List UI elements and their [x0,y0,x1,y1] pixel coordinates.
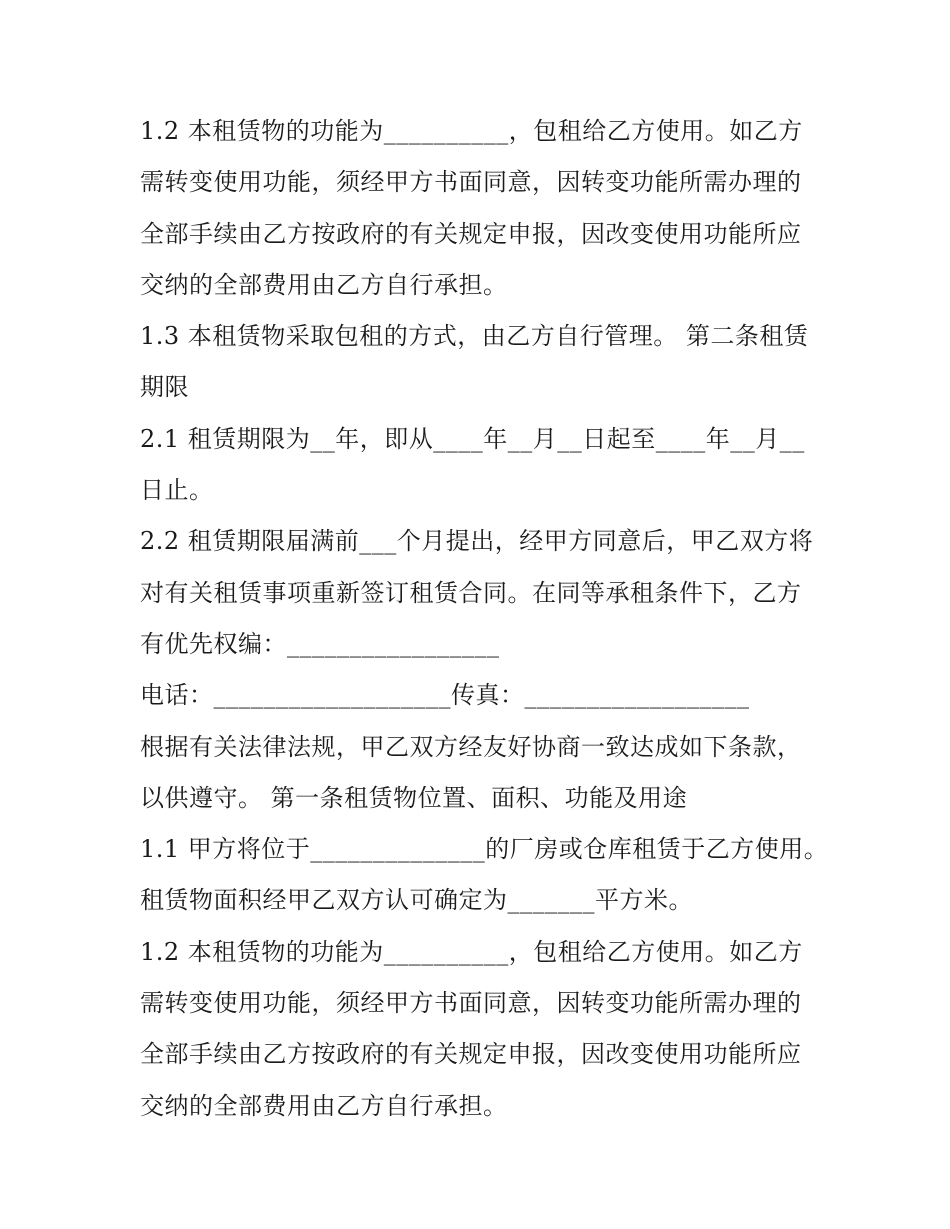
text-line: 1.2 本租赁物的功能为__________，包租给乙方使用。如乙方 [140,117,803,145]
text-line: 交纳的全部费用由乙方自行承担。 [140,270,508,299]
text-line: 1.1 甲方将位于______________的厂房或仓库租赁于乙方使用。 [140,835,829,864]
text-line: 根据有关法律法规，甲乙双方经友好协商一致达成如下条款， [140,732,802,761]
text-line: 需转变使用功能，须经甲方书面同意，因转变功能所需办理的 [140,168,802,197]
text-line: 交纳的全部费用由乙方自行承担。 [140,1091,508,1120]
text-line: 全部手续由乙方按政府的有关规定申报，因改变使用功能所应 [140,1040,802,1069]
text-line: 有优先权编：_________________ [140,629,500,658]
text-line: 1.3 本租赁物采取包租的方式，由乙方自行管理。 第二条租赁 [140,322,809,351]
text-line: 全部手续由乙方按政府的有关规定申报，因改变使用功能所应 [140,219,802,248]
text-line: 租赁物面积经甲乙双方认可确定为_______平方米。 [140,886,693,915]
text-line: 日止。 [140,476,214,505]
text-line: 对有关租赁事项重新签订租赁合同。在同等承租条件下，乙方 [140,578,802,607]
text-line: 2.1 租赁期限为__年，即从____年__月__日起至____年__月__ [140,424,805,453]
document-body [140,106,829,1132]
text-line: 电话：___________________传真：__________________ [140,681,750,710]
text-line: 1.2 本租赁物的功能为__________，包租给乙方使用。如乙方 [140,937,803,966]
text-line: 期限 [140,373,189,402]
text-line: 2.2 租赁期限届满前___个月提出，经甲方同意后，甲乙双方将 [140,527,814,556]
text-line: 需转变使用功能，须经甲方书面同意，因转变功能所需办理的 [140,989,802,1018]
text-line: 以供遵守。 第一条租赁物位置、面积、功能及用途 [140,783,688,812]
